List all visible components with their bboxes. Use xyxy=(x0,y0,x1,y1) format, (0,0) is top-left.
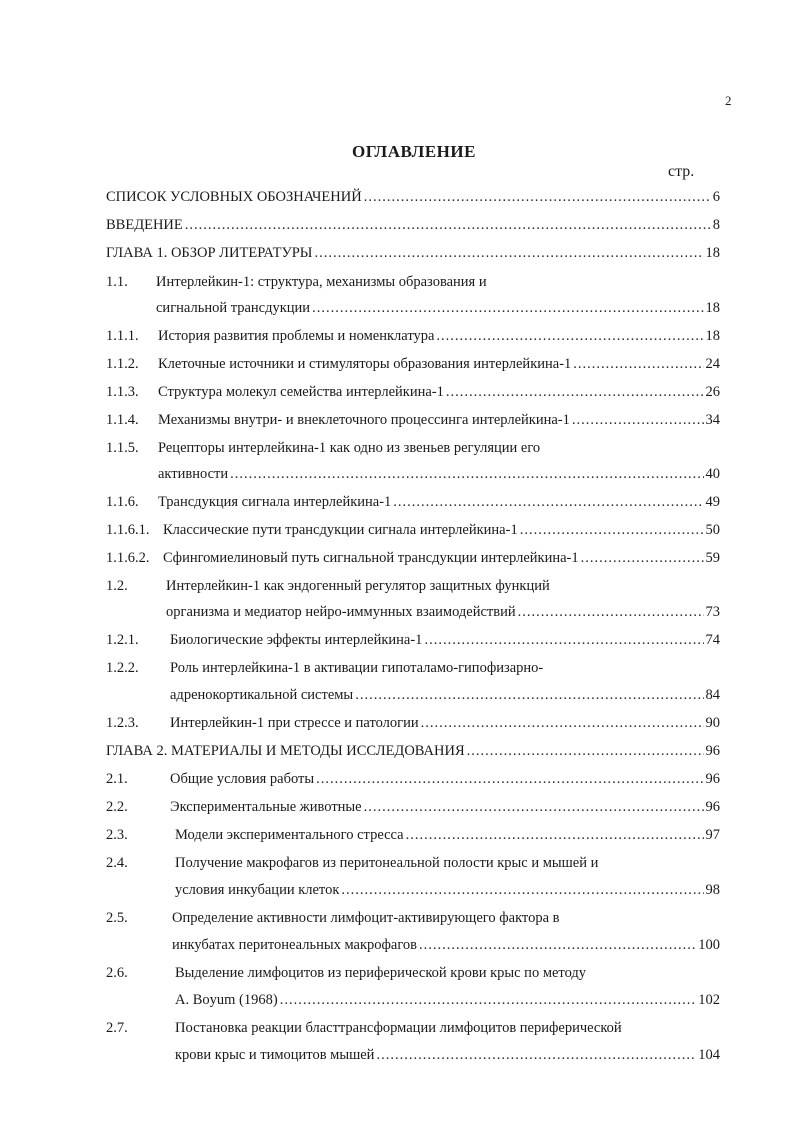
toc-entry-title: Постановка реакции бласттрансформации лимфоцитов периферической xyxy=(175,1020,622,1036)
toc-entry[interactable] xyxy=(0,437,793,459)
toc-entry-title: Интерлейкин-1 как эндогенный регулятор защитных функций xyxy=(166,578,550,594)
toc-entry[interactable] xyxy=(0,491,793,513)
toc-entry-number: 1.2.3. xyxy=(106,715,139,731)
toc-entry-page: 98 xyxy=(705,882,720,898)
toc-entry-title: Классические пути трансдукции сигнала интерлейкина-1 xyxy=(163,522,518,538)
toc-entry[interactable] xyxy=(0,575,793,597)
toc-entry[interactable] xyxy=(0,684,793,706)
toc-entry-title: ВВЕДЕНИЕ xyxy=(106,217,183,233)
toc-entry-number: 2.3. xyxy=(106,827,128,843)
toc-heading: ОГЛАВЛЕНИЕ xyxy=(352,142,476,161)
toc-entry-title: условия инкубации клеток xyxy=(175,882,340,898)
toc-entry[interactable] xyxy=(0,186,793,208)
toc-entry[interactable] xyxy=(0,409,793,431)
toc-entry-number: 2.7. xyxy=(106,1020,128,1036)
toc-entry-title: Модели экспериментального стресса xyxy=(175,827,404,843)
toc-entry-number: 2.5. xyxy=(106,910,128,926)
toc-entry[interactable] xyxy=(0,824,793,846)
toc-entry[interactable] xyxy=(0,271,793,293)
toc-entry-title: Структура молекул семейства интерлейкина-1 xyxy=(158,384,444,400)
toc-entry-page: 97 xyxy=(705,827,720,843)
toc-entry[interactable] xyxy=(0,934,793,956)
dot-leader xyxy=(419,934,696,956)
dot-leader xyxy=(376,1044,696,1066)
toc-entry-page: 26 xyxy=(705,384,720,400)
dot-leader xyxy=(467,740,704,762)
toc-entry[interactable] xyxy=(0,657,793,679)
dot-leader xyxy=(573,353,703,375)
toc-entry-number: 1.1.6. xyxy=(106,494,139,510)
toc-entry[interactable] xyxy=(0,740,793,762)
dot-leader xyxy=(518,601,704,623)
toc-entry-number: 1.2. xyxy=(106,578,128,594)
dot-leader xyxy=(393,491,703,513)
toc-entry-page: 34 xyxy=(705,412,720,428)
page-column-label: стр. xyxy=(668,163,695,180)
dot-leader xyxy=(341,879,703,901)
toc-entry-title: крови крыс и тимоцитов мышей xyxy=(175,1047,375,1063)
toc-entry-title: Сфингомиелиновый путь сигнальной трансдукции интерлейкина-1 xyxy=(163,550,579,566)
dot-leader xyxy=(314,242,703,264)
toc-entry[interactable] xyxy=(0,629,793,651)
toc-entry-page: 59 xyxy=(705,550,720,566)
toc-entry-page: 8 xyxy=(712,217,720,233)
toc-entry[interactable] xyxy=(0,297,793,319)
toc-entry-page: 50 xyxy=(705,522,720,538)
toc-entry-page: 40 xyxy=(705,466,720,482)
toc-entry-title: активности xyxy=(158,466,229,482)
dot-leader xyxy=(446,381,704,403)
toc-entry-title: инкубатах перитонеальных макрофагов xyxy=(172,937,418,953)
dot-leader xyxy=(230,463,703,485)
toc-entry[interactable] xyxy=(0,879,793,901)
toc-entry-title: Рецепторы интерлейкина-1 как одно из звеньев регуляции его xyxy=(158,440,541,456)
toc-entry-number: 2.6. xyxy=(106,965,128,981)
dot-leader xyxy=(316,768,703,790)
dot-leader xyxy=(424,629,703,651)
dot-leader xyxy=(520,519,704,541)
dot-leader xyxy=(572,409,704,431)
toc-entry-page: 104 xyxy=(698,1047,720,1063)
toc-entry[interactable] xyxy=(0,381,793,403)
toc-entry-number: 1.1.2. xyxy=(106,356,139,372)
toc-entry-title: ГЛАВА 1. ОБЗОР ЛИТЕРАТУРЫ xyxy=(106,245,313,261)
toc-entry[interactable] xyxy=(0,519,793,541)
toc-entry-number: 1.1.6.2. xyxy=(106,550,150,566)
toc-entry-number: 2.4. xyxy=(106,855,128,871)
toc-entry-page: 18 xyxy=(705,328,720,344)
toc-entry-title: Биологические эффекты интерлейкина-1 xyxy=(170,632,423,648)
toc-entry-title: Клеточные источники и стимуляторы образования интерлейкина-1 xyxy=(158,356,572,372)
toc-entry[interactable] xyxy=(0,242,793,264)
dot-leader xyxy=(406,824,704,846)
dot-leader xyxy=(364,796,704,818)
toc-entry-title: организма и медиатор нейро-иммунных взаимодействий xyxy=(166,604,516,620)
toc-entry[interactable] xyxy=(0,214,793,236)
toc-entry[interactable] xyxy=(0,353,793,375)
toc-entry[interactable] xyxy=(0,796,793,818)
toc-entry-number: 1.1.1. xyxy=(106,328,139,344)
toc-entry-number: 1.2.1. xyxy=(106,632,139,648)
dot-leader xyxy=(185,214,711,236)
toc-entry[interactable] xyxy=(0,989,793,1011)
toc-entry[interactable] xyxy=(0,463,793,485)
toc-entry-page: 96 xyxy=(705,799,720,815)
toc-entry-number: 1.1.4. xyxy=(106,412,139,428)
toc-entry-page: 18 xyxy=(705,300,720,316)
toc-entry-title: ГЛАВА 2. МАТЕРИАЛЫ И МЕТОДЫ ИССЛЕДОВАНИЯ xyxy=(106,743,465,759)
toc-entry-title: СПИСОК УСЛОВНЫХ ОБОЗНАЧЕНИЙ xyxy=(106,189,362,205)
toc-entry-page: 102 xyxy=(698,992,720,1008)
toc-entry-page: 74 xyxy=(705,632,720,648)
toc-entry-title: Механизмы внутри- и внеклеточного процессинга интерлейкина-1 xyxy=(158,412,570,428)
toc-entry-page: 100 xyxy=(698,937,720,953)
toc-entry-title: Трансдукция сигнала интерлейкина-1 xyxy=(158,494,392,510)
toc-entry-number: 1.1. xyxy=(106,274,128,290)
toc-entry-title: Экспериментальные животные xyxy=(170,799,362,815)
toc-entry[interactable] xyxy=(0,962,793,984)
toc-entry-title: История развития проблемы и номенклатура xyxy=(158,328,435,344)
toc-entry[interactable] xyxy=(0,852,793,874)
toc-entry-page: 84 xyxy=(705,687,720,703)
toc-entry-page: 49 xyxy=(705,494,720,510)
toc-entry-title: Выделение лимфоцитов из периферической крови крыс по методу xyxy=(175,965,587,981)
toc-entry[interactable] xyxy=(0,712,793,734)
toc-entry-title: A. Boyum (1968) xyxy=(175,992,278,1008)
toc-entry[interactable] xyxy=(0,547,793,569)
toc-entry[interactable] xyxy=(0,1044,793,1066)
toc-entry-title: Роль интерлейкина-1 в активации гипоталамо-гипофизарно- xyxy=(170,660,544,676)
dot-leader xyxy=(581,547,704,569)
toc-entry-title: Получение макрофагов из перитонеальной полости крыс и мышей и xyxy=(175,855,599,871)
dot-leader xyxy=(421,712,704,734)
toc-entry-page: 96 xyxy=(705,743,720,759)
toc-entry-title: Общие условия работы xyxy=(170,771,315,787)
toc-entry-page: 96 xyxy=(705,771,720,787)
toc-entry-number: 1.2.2. xyxy=(106,660,139,676)
toc-entry-page: 24 xyxy=(705,356,720,372)
toc-entry-page: 6 xyxy=(712,189,720,205)
toc-entry-page: 90 xyxy=(705,715,720,731)
page-number: 2 xyxy=(725,93,732,108)
toc-entry[interactable] xyxy=(0,1017,793,1039)
dot-leader xyxy=(355,684,703,706)
toc-entry[interactable] xyxy=(0,907,793,929)
toc-entry-title: Интерлейкин-1: структура, механизмы образования и xyxy=(156,274,487,290)
toc-entry-title: Интерлейкин-1 при стрессе и патологии xyxy=(170,715,419,731)
toc-entry-number: 1.1.3. xyxy=(106,384,139,400)
toc-entry-number: 1.1.5. xyxy=(106,440,139,456)
toc-entry-page: 73 xyxy=(705,604,720,620)
toc-entry[interactable] xyxy=(0,768,793,790)
toc-entry-title: адренокортикальной системы xyxy=(170,687,354,703)
toc-entry[interactable] xyxy=(0,325,793,347)
toc-entry-page: 18 xyxy=(705,245,720,261)
toc-entry[interactable] xyxy=(0,601,793,623)
dot-leader xyxy=(364,186,711,208)
toc-entry-title: Определение активности лимфоцит-активирующего фактора в xyxy=(172,910,560,926)
toc-entry-number: 2.2. xyxy=(106,799,128,815)
toc-entry-number: 1.1.6.1. xyxy=(106,522,150,538)
dot-leader xyxy=(436,325,703,347)
dot-leader xyxy=(280,989,697,1011)
toc-entry-number: 2.1. xyxy=(106,771,128,787)
toc-entry-title: сигнальной трансдукции xyxy=(156,300,311,316)
dot-leader xyxy=(312,297,703,319)
